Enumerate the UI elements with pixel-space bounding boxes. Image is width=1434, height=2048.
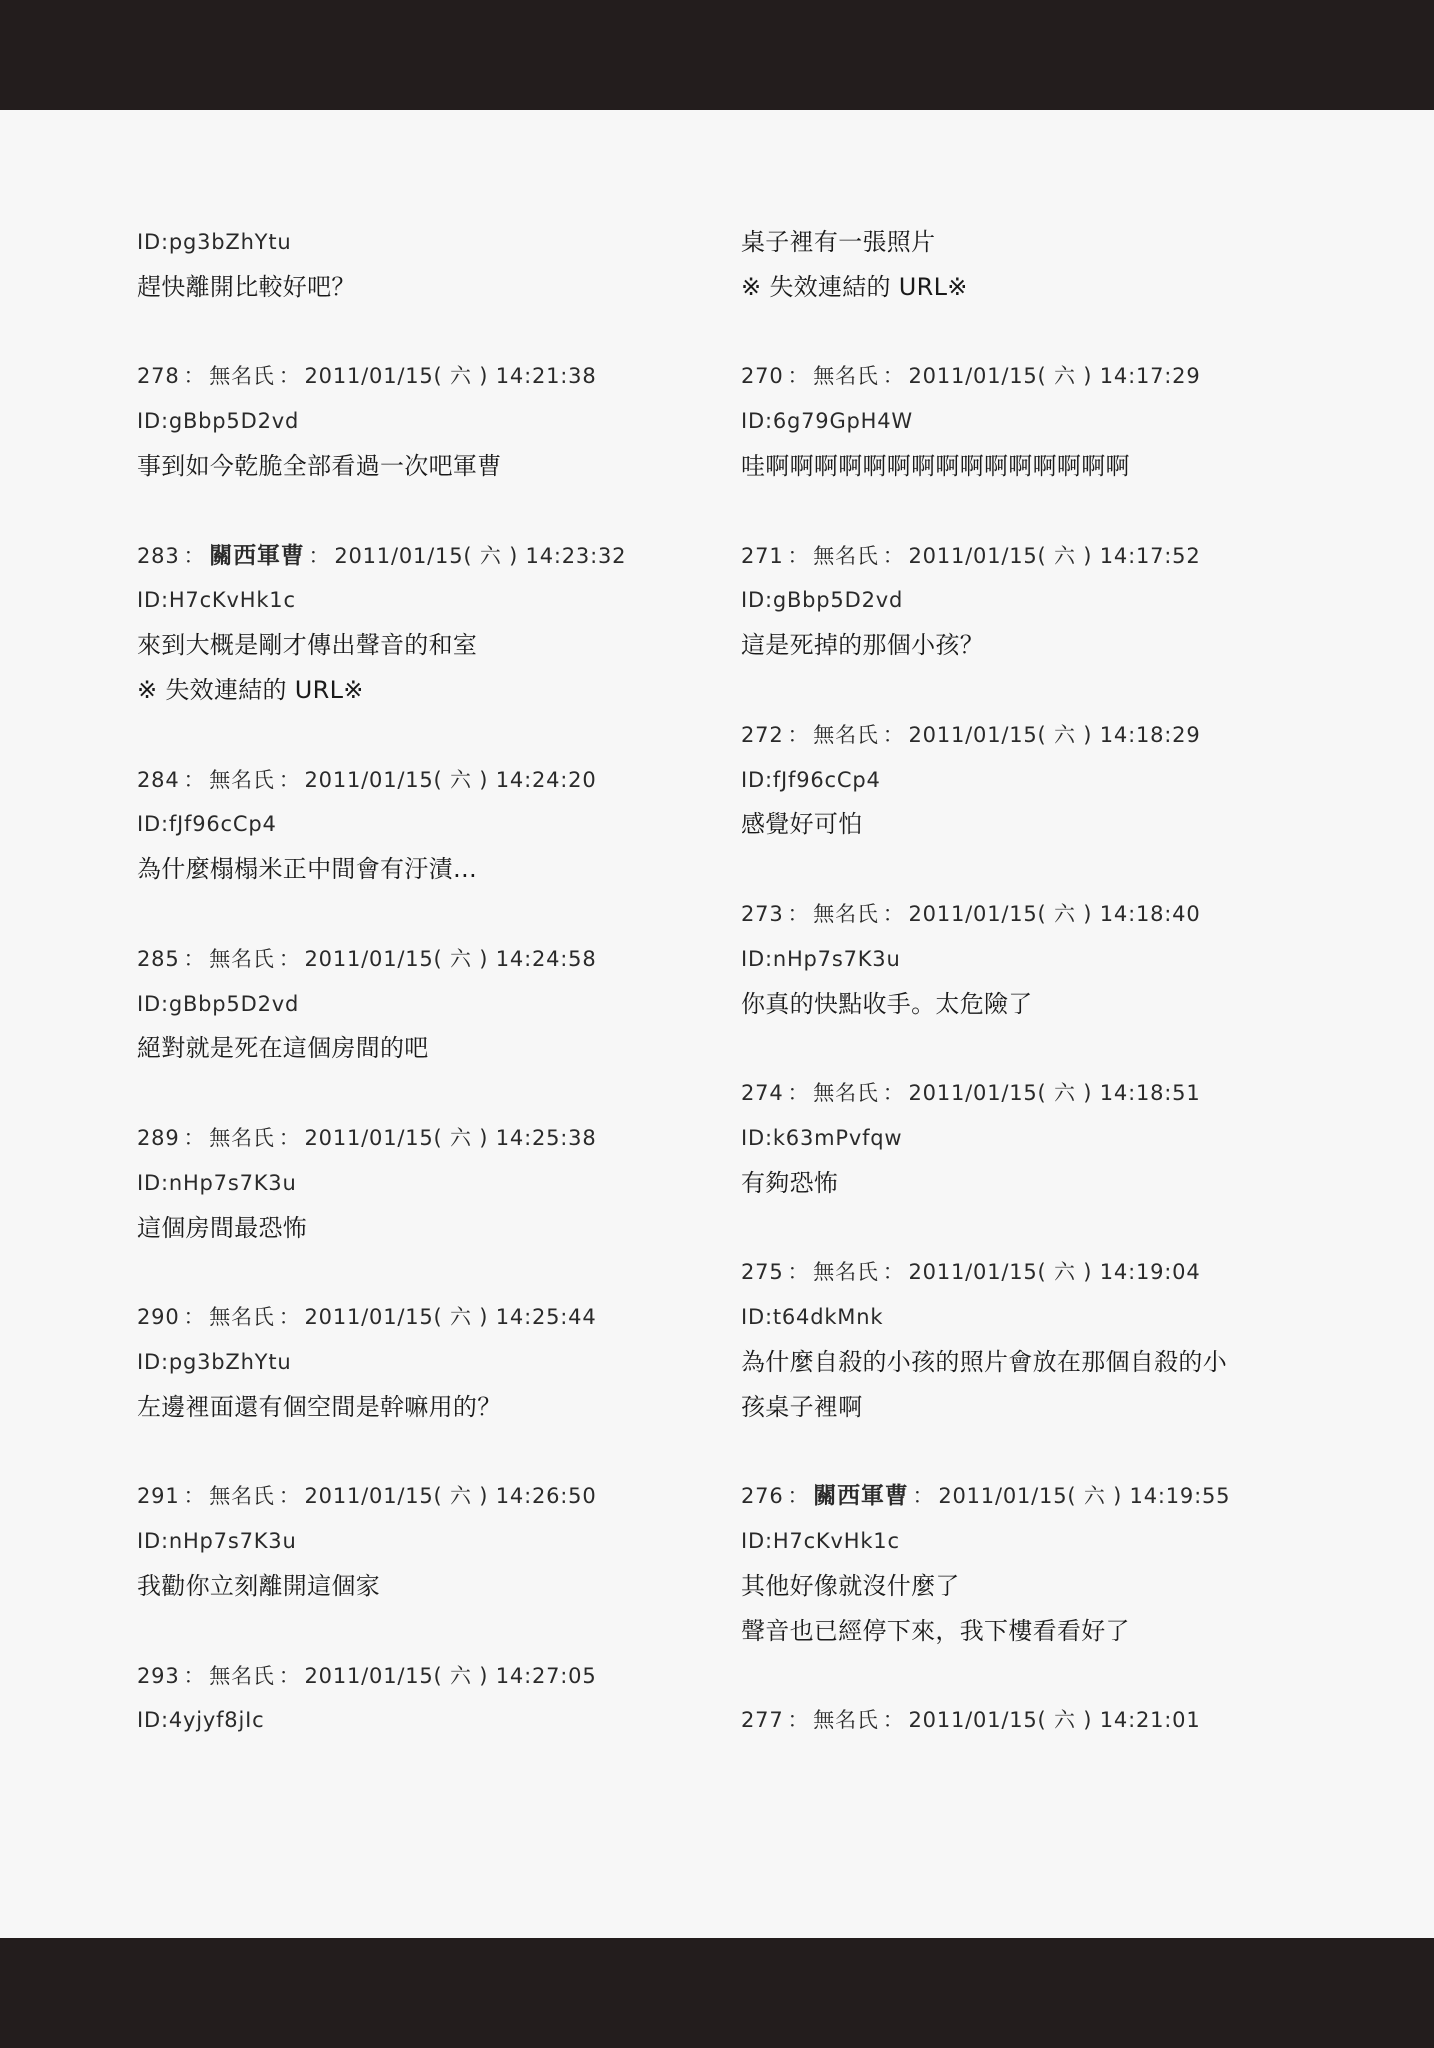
post-datetime: 2011/01/15( 六 ) 14:21:01: [908, 1708, 1201, 1733]
separator: ：: [882, 722, 905, 747]
post-header: [137, 758, 757, 803]
post-header: [741, 1474, 1361, 1519]
post-header: [741, 534, 1361, 579]
post-spacer: [137, 1071, 757, 1116]
poster-id: ID:nHp7s7K3u: [137, 1170, 297, 1195]
post-number: 285: [137, 946, 180, 971]
separator: ：: [787, 543, 810, 568]
poster-id: ID:4yjyf8jIc: [137, 1708, 265, 1733]
bottom-dark-band: [0, 1938, 1434, 2048]
post-spacer: [137, 310, 757, 355]
separator: ：: [882, 364, 905, 389]
post-number: 284: [137, 767, 180, 792]
separator: ：: [183, 946, 206, 971]
top-dark-band: [0, 0, 1434, 110]
post-spacer: [137, 489, 757, 534]
separator: ：: [882, 1708, 905, 1733]
post-body-line: 來到大概是剛才傳出聲音的和室: [137, 631, 478, 660]
post-body-line: 為什麼榻榻米正中間會有汙漬…: [137, 855, 478, 884]
post-datetime: 2011/01/15( 六 ) 14:24:20: [304, 767, 597, 792]
separator: ：: [787, 1081, 810, 1106]
post-datetime: 2011/01/15( 六 ) 14:21:38: [304, 364, 597, 389]
separator: ：: [787, 364, 810, 389]
poster-name: 無名氏: [209, 1305, 275, 1330]
separator: ：: [183, 1305, 206, 1330]
post-datetime: 2011/01/15( 六 ) 14:18:40: [908, 901, 1201, 926]
post-body-line: 感覺好可怕: [741, 810, 863, 839]
post-spacer: [741, 1430, 1361, 1475]
post-datetime: 2011/01/15( 六 ) 14:19:04: [908, 1260, 1201, 1285]
right-column: [741, 220, 1361, 1743]
post-number: 274: [741, 1081, 784, 1106]
left-column: [137, 220, 757, 1743]
post-spacer: [137, 1250, 757, 1295]
separator: ：: [183, 364, 206, 389]
post-spacer: [137, 892, 757, 937]
post-datetime: 2011/01/15( 六 ) 14:18:51: [908, 1081, 1201, 1106]
separator: ：: [278, 946, 301, 971]
post-body-line: 孩桌子裡啊: [741, 1392, 863, 1421]
separator: ：: [183, 1484, 206, 1509]
post-datetime: 2011/01/15( 六 ) 14:17:29: [908, 364, 1201, 389]
separator: ：: [278, 1125, 301, 1150]
separator: ：: [183, 767, 206, 792]
separator: ：: [882, 901, 905, 926]
post-header: [741, 354, 1361, 399]
post-header: [741, 713, 1361, 758]
post-datetime: 2011/01/15( 六 ) 14:26:50: [304, 1484, 597, 1509]
post-body-line: 其他好像就沒什麼了: [741, 1571, 960, 1600]
post-spacer: [741, 1026, 1361, 1071]
post-header: [137, 354, 757, 399]
poster-id: ID:pg3bZhYtu: [137, 230, 292, 254]
post-header: [137, 1295, 757, 1340]
post-datetime: 2011/01/15( 六 ) 14:19:55: [938, 1484, 1231, 1509]
post-number: 291: [137, 1484, 180, 1509]
separator: ：: [912, 1484, 935, 1509]
poster-name: 無名氏: [813, 1081, 879, 1106]
post-number: 271: [741, 543, 784, 568]
poster-name: 無名氏: [209, 364, 275, 389]
separator: ：: [308, 543, 331, 568]
post-body-line: 這個房間最恐怖: [137, 1213, 308, 1242]
separator: ：: [278, 767, 301, 792]
post-body-line: 桌子裡有一張照片: [741, 228, 936, 256]
post-body-line: 聲音也已經停下來，我下樓看看好了: [741, 1616, 1130, 1645]
post-header: [741, 892, 1361, 937]
post-number: 276: [741, 1484, 784, 1509]
post-body-line: 事到如今乾脆全部看過一次吧軍曹: [137, 451, 502, 480]
post-datetime: 2011/01/15( 六 ) 14:24:58: [304, 946, 597, 971]
poster-name: 無名氏: [209, 767, 275, 792]
post-spacer: [741, 310, 1361, 355]
post-spacer: [741, 1654, 1361, 1699]
separator: ：: [278, 364, 301, 389]
post-body-line: ※ 失效連結的 URL※: [741, 272, 968, 301]
poster-id: ID:6g79GpH4W: [741, 409, 913, 434]
poster-id: ID:gBbp5D2vd: [741, 588, 904, 613]
separator: ：: [787, 1484, 810, 1509]
poster-name: 無名氏: [209, 1125, 275, 1150]
post-body-line: 絕對就是死在這個房間的吧: [137, 1034, 429, 1063]
post-number: 289: [137, 1125, 180, 1150]
separator: ：: [787, 1708, 810, 1733]
poster-name: 無名氏: [209, 1663, 275, 1688]
post-body-line: ※ 失效連結的 URL※: [137, 675, 364, 704]
post-datetime: 2011/01/15( 六 ) 14:27:05: [304, 1663, 597, 1688]
poster-id: ID:t64dkMnk: [741, 1305, 884, 1330]
separator: ：: [278, 1305, 301, 1330]
separator: ：: [882, 1081, 905, 1106]
poster-name: 無名氏: [813, 364, 879, 389]
poster-name: 無名氏: [813, 722, 879, 747]
post-body-line: 我勸你立刻離開這個家: [137, 1571, 380, 1600]
poster-id: ID:gBbp5D2vd: [137, 991, 300, 1016]
post-number: 293: [137, 1663, 180, 1688]
separator: ：: [787, 1260, 810, 1285]
post-number: 277: [741, 1708, 784, 1733]
post-body-line: 哇啊啊啊啊啊啊啊啊啊啊啊啊啊啊啊: [741, 451, 1130, 480]
post-number: 275: [741, 1260, 784, 1285]
post-header: [137, 1654, 757, 1699]
post-header: [741, 1250, 1361, 1295]
post-header: [137, 937, 757, 982]
separator: ：: [183, 543, 206, 568]
post-spacer: [137, 713, 757, 758]
poster-name: 無名氏: [209, 1484, 275, 1509]
poster-id: ID:fJf96cCp4: [137, 812, 277, 837]
post-datetime: 2011/01/15( 六 ) 14:23:32: [334, 543, 627, 568]
separator: ：: [882, 1260, 905, 1285]
poster-id: ID:k63mPvfqw: [741, 1125, 903, 1150]
poster-name: 無名氏: [209, 946, 275, 971]
poster-id: ID:gBbp5D2vd: [137, 409, 300, 434]
poster-name: 無名氏: [813, 901, 879, 926]
poster-id: ID:H7cKvHk1c: [741, 1529, 900, 1554]
post-body-line: 有夠恐怖: [741, 1168, 839, 1197]
post-header: [741, 1071, 1361, 1116]
post-body-line: 你真的快點收手。太危險了: [741, 989, 1033, 1018]
post-spacer: [741, 1206, 1361, 1251]
post-datetime: 2011/01/15( 六 ) 14:25:44: [304, 1305, 597, 1330]
post-header: [137, 1474, 757, 1519]
post-spacer: [137, 1430, 757, 1475]
post-body-line: 左邊裡面還有個空間是幹嘛用的？: [137, 1392, 502, 1421]
poster-name: 關西軍曹: [813, 1483, 909, 1510]
poster-id: ID:pg3bZhYtu: [137, 1349, 292, 1374]
poster-name: 無名氏: [813, 1708, 879, 1733]
post-number: 270: [741, 364, 784, 389]
poster-id: ID:H7cKvHk1c: [137, 588, 296, 613]
post-header: [137, 1116, 757, 1161]
separator: ：: [183, 1663, 206, 1688]
poster-name: 無名氏: [813, 1260, 879, 1285]
poster-name: 關西軍曹: [209, 542, 305, 569]
post-body-line: 為什麼自殺的小孩的照片會放在那個自殺的小: [741, 1347, 1227, 1376]
separator: ：: [882, 543, 905, 568]
separator: ：: [278, 1663, 301, 1688]
separator: ：: [787, 722, 810, 747]
post-datetime: 2011/01/15( 六 ) 14:25:38: [304, 1125, 597, 1150]
post-header: [137, 534, 757, 579]
separator: ：: [183, 1125, 206, 1150]
post-spacer: [741, 847, 1361, 892]
post-datetime: 2011/01/15( 六 ) 14:17:52: [908, 543, 1201, 568]
poster-name: 無名氏: [813, 543, 879, 568]
post-body-line: 這是死掉的那個小孩？: [741, 631, 984, 660]
post-body-line: 趕快離開比較好吧？: [137, 272, 356, 301]
post-number: 278: [137, 364, 180, 389]
poster-id: ID:nHp7s7K3u: [741, 946, 901, 971]
post-datetime: 2011/01/15( 六 ) 14:18:29: [908, 722, 1201, 747]
post-spacer: [741, 668, 1361, 713]
separator: ：: [278, 1484, 301, 1509]
poster-id: ID:fJf96cCp4: [741, 767, 881, 792]
post-number: 272: [741, 722, 784, 747]
post-number: 290: [137, 1305, 180, 1330]
separator: ：: [787, 901, 810, 926]
post-number: 283: [137, 543, 180, 568]
poster-id: ID:nHp7s7K3u: [137, 1529, 297, 1554]
post-header: [741, 1698, 1361, 1743]
post-spacer: [137, 1609, 757, 1654]
post-spacer: [741, 489, 1361, 534]
post-number: 273: [741, 901, 784, 926]
